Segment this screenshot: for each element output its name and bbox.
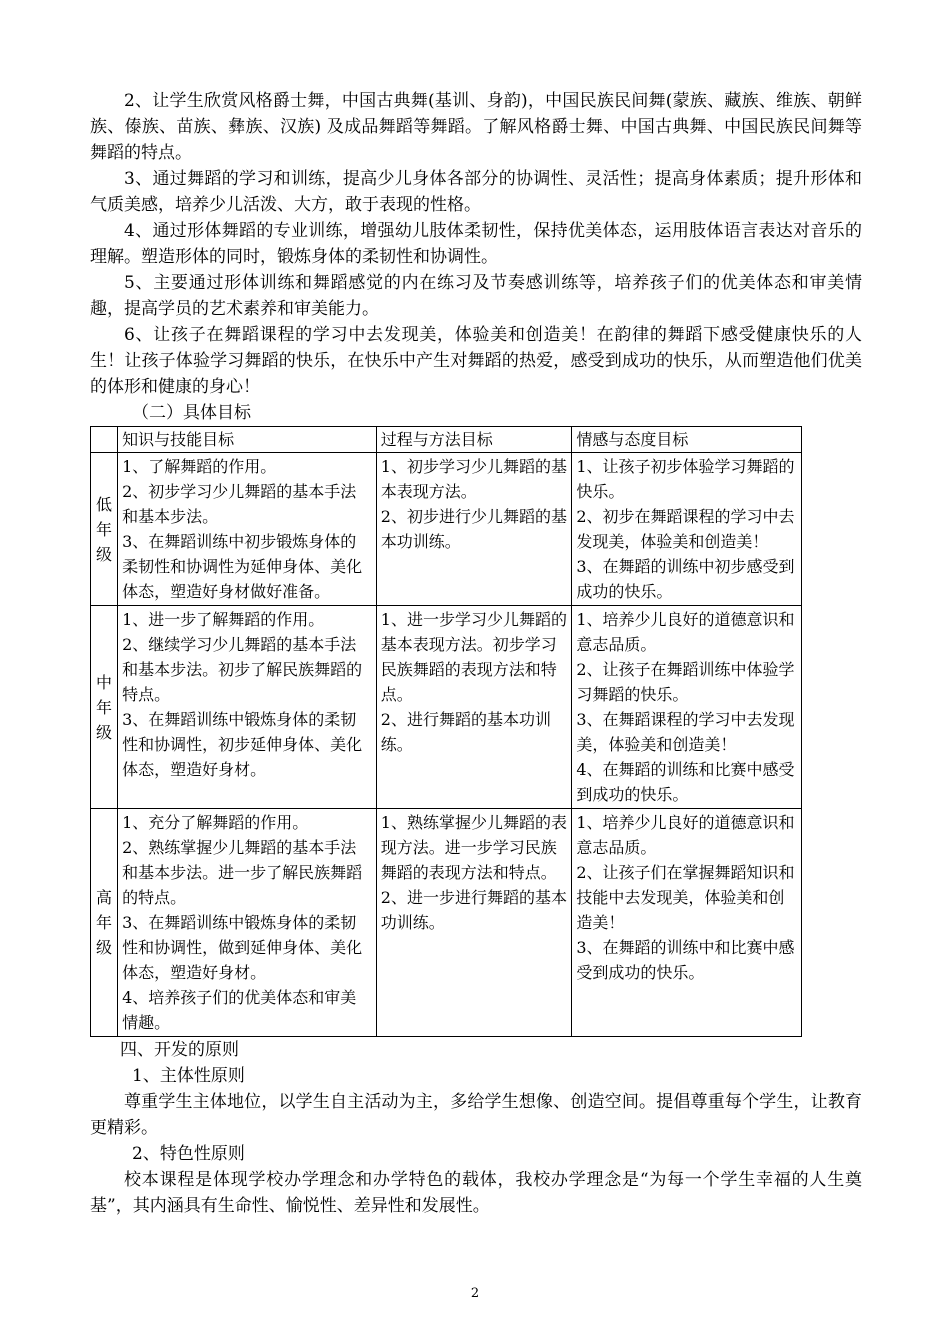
table-item: 3、在舞蹈训练中锻炼身体的柔韧性和协调性，初步延伸身体、美化体态，塑造好身材。 bbox=[122, 710, 363, 779]
table-item: 2、初步学习少儿舞蹈的基本手法和基本步法。 bbox=[122, 482, 357, 526]
table-item: 1、培养少儿良好的道德意识和意志品质。 bbox=[576, 813, 795, 857]
principle-2-heading: 2、特色性原则 bbox=[132, 1144, 245, 1164]
paragraph-goal-3: 3、通过舞蹈的学习和训练，提高少儿身体各部分的协调性、灵活性；提高身体素质；提升形体和气质美感，培养少儿活泼、大方，敢于表现的性格。 bbox=[90, 169, 862, 215]
document-page bbox=[90, 88, 862, 1219]
grade-char: 级 bbox=[96, 938, 113, 957]
table-item: 2、继续学习少儿舞蹈的基本手法和基本步法。初步了解民族舞蹈的特点。 bbox=[122, 635, 363, 704]
table-item: 1、培养少儿良好的道德意识和意志品质。 bbox=[576, 610, 795, 654]
grade-char: 中 bbox=[96, 672, 113, 692]
table-item: 1、了解舞蹈的作用。 bbox=[122, 457, 277, 476]
table-header-blank bbox=[91, 427, 118, 453]
goals-table bbox=[90, 426, 802, 1037]
table-item: 3、在舞蹈的训练中和比赛中感受到成功的快乐。 bbox=[576, 938, 795, 982]
table-item: 1、进一步了解舞蹈的作用。 bbox=[122, 610, 325, 629]
grade-label-middle bbox=[91, 606, 118, 809]
table-item: 1、初步学习少儿舞蹈的基本表现方法。 bbox=[380, 457, 567, 501]
emotion-cell bbox=[572, 606, 802, 809]
table-header-emotion: 情感与态度目标 bbox=[572, 427, 802, 453]
table-item: 4、培养孩子们的优美体态和审美情趣。 bbox=[122, 988, 357, 1032]
knowledge-cell bbox=[118, 606, 377, 809]
table-item: 2、进行舞蹈的基本功训练。 bbox=[380, 710, 551, 754]
table-item: 3、在舞蹈的训练中初步感受到成功的快乐。 bbox=[576, 557, 795, 601]
process-cell bbox=[376, 606, 572, 809]
table-item: 3、在舞蹈课程的学习中去发现美，体验美和创造美！ bbox=[576, 710, 795, 754]
process-cell bbox=[376, 809, 572, 1037]
paragraph-goal-6: 6、让孩子在舞蹈课程的学习中去发现美，体验美和创造美！在韵律的舞蹈下感受健康快乐的人生！让孩子体验学习舞蹈的快乐，在快乐中产生对舞蹈的热爱，感受到成功的快乐，从而塑造他们优美的体形和健康的身心！ bbox=[90, 325, 862, 397]
principle-1-heading: 1、主体性原则 bbox=[132, 1066, 245, 1086]
grade-label-high bbox=[91, 809, 118, 1037]
table-row-middle-grade bbox=[91, 606, 802, 809]
grade-char: 年 bbox=[96, 519, 113, 539]
knowledge-cell bbox=[118, 453, 377, 606]
grade-label-low bbox=[91, 453, 118, 606]
table-item: 1、让孩子初步体验学习舞蹈的快乐。 bbox=[576, 457, 795, 501]
paragraph-goal-4: 4、通过形体舞蹈的专业训练，增强幼儿肢体柔韧性，保持优美体态，运用肢体语言表达对音乐的理解。塑造形体的同时，锻炼身体的柔韧性和协调性。 bbox=[90, 221, 862, 267]
table-item: 2、初步在舞蹈课程的学习中去发现美，体验美和创造美！ bbox=[576, 507, 795, 551]
table-row-low-grade bbox=[91, 453, 802, 606]
knowledge-cell bbox=[118, 809, 377, 1037]
table-item: 1、充分了解舞蹈的作用。 bbox=[122, 813, 309, 832]
emotion-cell bbox=[572, 453, 802, 606]
table-item: 1、进一步学习少儿舞蹈的基本表现方法。初步学习民族舞蹈的表现方法和特点。 bbox=[380, 610, 567, 704]
paragraph-goal-5: 5、主要通过形体训练和舞蹈感觉的内在练习及节奏感训练等，培养孩子们的优美体态和审美情趣，提高学员的艺术素养和审美能力。 bbox=[90, 273, 862, 319]
grade-char: 级 bbox=[96, 544, 113, 564]
table-item: 4、在舞蹈的训练和比赛中感受到成功的快乐。 bbox=[576, 760, 795, 804]
emotion-cell bbox=[572, 809, 802, 1037]
table-item: 2、让孩子在舞蹈训练中体验学习舞蹈的快乐。 bbox=[576, 660, 795, 704]
grade-char: 年 bbox=[96, 913, 113, 932]
table-item: 1、熟练掌握少儿舞蹈的表现方法。进一步学习民族舞蹈的表现方法和特点。 bbox=[380, 813, 567, 882]
process-cell bbox=[376, 453, 572, 606]
table-header-process: 过程与方法目标 bbox=[376, 427, 572, 453]
table-item: 3、在舞蹈训练中锻炼身体的柔韧性和协调性，做到延伸身体、美化体态，塑造好身材。 bbox=[122, 913, 363, 982]
section-specific-heading: （二）具体目标 bbox=[132, 403, 251, 423]
table-item: 3、在舞蹈训练中初步锻炼身体的柔韧性和协调性为延伸身体、美化体态，塑造好身材做好准备。 bbox=[122, 532, 363, 601]
page-number: 2 bbox=[470, 1286, 480, 1301]
table-item: 2、让孩子们在掌握舞蹈知识和技能中去发现美，体验美和创造美！ bbox=[576, 863, 795, 932]
table-item: 2、初步进行少儿舞蹈的基本功训练。 bbox=[380, 507, 567, 551]
principle-1-text: 尊重学生主体地位，以学生自主活动为主，多给学生想像、创造空间。提倡尊重每个学生，让教育更精彩。 bbox=[90, 1092, 862, 1138]
table-header-knowledge: 知识与技能目标 bbox=[118, 427, 377, 453]
table-row-high-grade bbox=[91, 809, 802, 1037]
grade-char: 高 bbox=[96, 888, 113, 907]
grade-char: 年 bbox=[96, 697, 113, 717]
table-item: 2、进一步进行舞蹈的基本功训练。 bbox=[380, 888, 567, 932]
table-header-row bbox=[91, 427, 802, 453]
grade-char: 低 bbox=[96, 494, 113, 514]
paragraph-goal-2: 2、让学生欣赏风格爵士舞，中国古典舞(基训、身韵)，中国民族民间舞(蒙族、藏族、维族、朝鲜族、傣族、苗族、彝族、汉族) 及成品舞蹈等舞蹈。了解风格爵士舞、中国古典舞、中国民族民间舞等舞蹈的特点。 bbox=[90, 91, 862, 163]
principle-2-text: 校本课程是体现学校办学理念和办学特色的载体，我校办学理念是“为每一个学生幸福的人生奠基”，其内涵具有生命性、愉悦性、差异性和发展性。 bbox=[90, 1170, 862, 1216]
table-item: 2、熟练掌握少儿舞蹈的基本手法和基本步法。进一步了解民族舞蹈的特点。 bbox=[122, 838, 363, 907]
section-4-heading: 四、开发的原则 bbox=[120, 1040, 239, 1060]
grade-char: 级 bbox=[96, 722, 113, 742]
